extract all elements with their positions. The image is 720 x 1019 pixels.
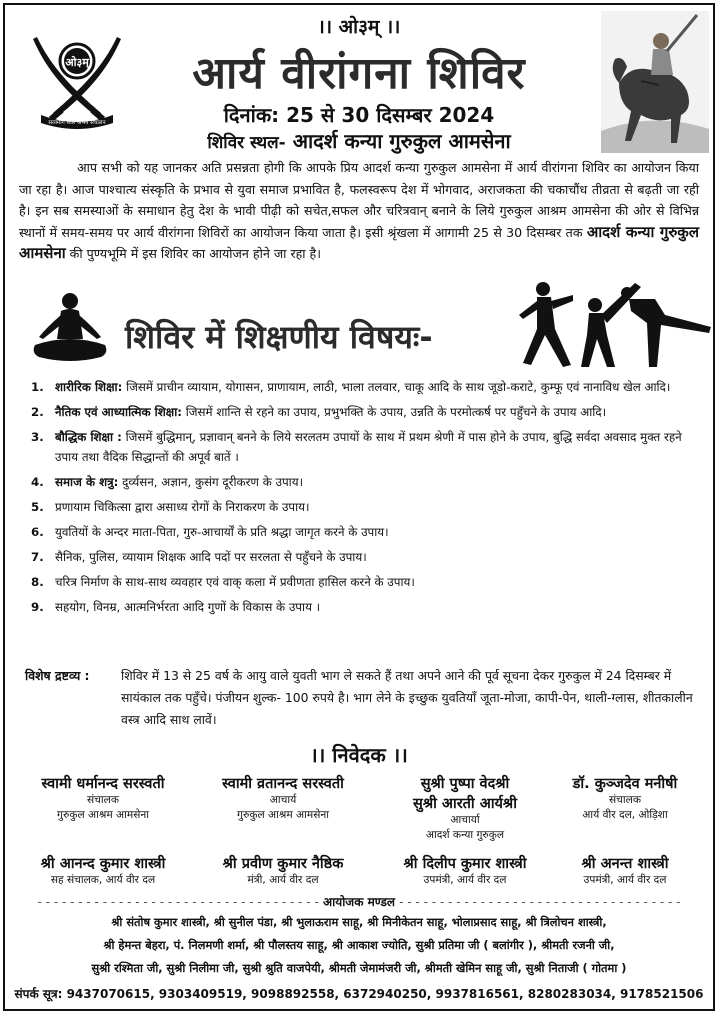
contact-numbers: 9437070615, 9303409519, 9098892558, 6372940250, 9937816561, 8280283034, 9178521506: [66, 987, 704, 1001]
members-line: सुश्री रश्मिता जी, सुश्री निलीमा जी, सुश्री श्रुति वाजपेयी, श्रीमती जेमामंजरी जी, श्रीमती खेमिन साहू जी, सुश्री निताजी ( गोतमा ): [91, 961, 627, 975]
petitioner: [537, 853, 713, 888]
organizing-committee-title: - - - - - - - - - - - - - - - - - - - - - - - - - - - - - - - - - - - आयोजक मण्डल - - - - - - - - - - - - - - - - - - - - - - - - - - - - - - - - - - -: [37, 895, 681, 909]
subject-item: 9. सहयोग, विनम्र, आत्मनिर्भरता आदि गुणों के विकास के उपाय ।: [31, 600, 321, 614]
poster-title: आर्य वीरांगना शिविर: [192, 48, 526, 99]
petitioner: [15, 853, 191, 888]
petitioner-role: उपमंत्री, आर्य वीर दल: [583, 874, 667, 886]
subject-text: सहयोग, विनम्र, आत्मनिर्भरता आदि गुणों के विकास के उपाय ।: [55, 600, 321, 614]
special-note: [25, 665, 697, 731]
petitioner-name: स्वामी धर्मानन्द सरस्वती: [41, 776, 165, 792]
petitioner-role: उपमंत्री, आर्य वीर दल: [423, 874, 507, 886]
subject-title: बौद्धिक शिक्षा :: [55, 430, 122, 444]
subject-text: जिसमें प्राचीन व्यायाम, योगासन, प्राणायाम, लाठी, भाला तलवार, चाकू आदि के साथ जूडो-कराटे, कुम्फू एवं नानाविध खेल आदि।: [126, 380, 671, 394]
venue-label: शिविर स्थल-: [207, 133, 286, 153]
petitioner: [15, 773, 191, 823]
subjects-heading: शिविर में शिक्षणीय विषयः-: [125, 318, 433, 356]
subject-text: प्रणायाम चिकित्सा द्वारा असाध्य रोगों के निराकरण के उपाय।: [55, 500, 310, 514]
yoga-meditation-figure: [25, 289, 115, 369]
petitioner: [195, 773, 371, 823]
petitioner-name: श्री अनन्त शास्त्री: [581, 856, 669, 872]
petitioner-role: आचार्या: [450, 814, 480, 826]
venue-name: आदर्श कन्या गुरुकुल आमसेना: [292, 129, 511, 153]
subject-item: 7. सैनिक, पुलिस, व्यायाम शिक्षक आदि पदों पर सरलता से पहुँचने के उपाय।: [31, 550, 367, 564]
intro-paragraph: [19, 157, 699, 265]
subject-title: शारीरिक शिक्षा:: [55, 380, 123, 394]
subject-text: सैनिक, पुलिस, व्यायाम शिक्षक आदि पदों पर सरलता से पहुँचने के उपाय।: [55, 550, 367, 564]
nivedak-title: ।। निवेदक ।।: [310, 743, 408, 767]
petitioner-name: स्वामी व्रतानन्द सरस्वती: [222, 776, 344, 792]
petitioner: [537, 773, 713, 823]
martial-arts-figures: [515, 275, 715, 371]
subject-item: 6. युवतियों के अन्दर माता-पिता, गुरु-आचार्यों के प्रति श्रद्धा जागृत करने के उपाय।: [31, 525, 389, 539]
camp-dates: दिनांक: 25 से 30 दिसम्बर 2024: [223, 103, 495, 127]
svg-text:सत्यमार्ग शील अभय संचालन: सत्यमार्ग शील अभय संचालन: [48, 120, 106, 126]
petitioner: [195, 853, 371, 888]
petitioner-org: आदर्श कन्या गुरुकुल: [425, 829, 505, 841]
contact-label: संपर्क सूत्र:: [14, 987, 63, 1001]
petitioner-org: गुरुकुल आश्रम आमसेना: [57, 809, 149, 821]
subject-text: चरित्र निर्माण के साथ-साथ व्यवहार एवं वाक् कला में प्रवीणता हासिल करने के उपाय।: [55, 575, 415, 589]
petitioner-name: श्री दिलीप कुमार शास्त्री: [403, 856, 527, 872]
subject-text: जिसमें शान्ति से रहने का उपाय, प्रभुभक्ति के उपाय, उन्नति के परमोत्कर्ष पर पहुँचने के उपाय आदि।: [185, 405, 607, 419]
petitioner-role: आचार्य: [269, 794, 297, 806]
subject-item: 8. चरित्र निर्माण के साथ-साथ व्यवहार एवं वाक् कला में प्रवीणता हासिल करने के उपाय।: [31, 575, 415, 589]
poster: [3, 3, 715, 1011]
subject-item: 5. प्रणायाम चिकित्सा द्वारा असाध्य रोगों के निराकरण के उपाय।: [31, 500, 310, 514]
subjects-list: [27, 377, 695, 622]
petitioner-role: संचालक: [609, 794, 641, 806]
petitioner-org: गुरुकुल आश्रम आमसेना: [237, 809, 329, 821]
subject-item: 1. शारीरिक शिक्षा: जिसमें प्राचीन व्यायाम, योगासन, प्राणायाम, लाठी, भाला तलवार, चाकू आदि के साथ जूडो-कराटे, कुम्फू एवं नानाविध खेल आदि।: [31, 380, 671, 394]
petitioner-org: आर्य वीर दल, ओड़िशा: [582, 809, 668, 821]
petitioner: [377, 853, 553, 888]
subject-text: दुर्व्यसन, अज्ञान, कुसंग दूरीकरण के उपाय।: [122, 475, 304, 489]
camp-venue: [5, 127, 713, 154]
subject-item: 3. बौद्धिक शिक्षा : जिसमें बुद्धिमान्, प्रज्ञावान् बनने के लिये सरलतम उपायों के साथ में प्रथम श्रेणी में पास होने के उपाय, बुद्धि सर्वदा अवसाद मुक्त रहने उपाय तथा वैदिक सिद्धान्तों की अपूर्व बातें ।: [31, 430, 682, 464]
petitioner-name: डॉ. कुञ्जदेव मनीषी: [572, 776, 678, 792]
petitioner-name-2: सुश्री आरती आर्यश्री: [413, 796, 517, 812]
petitioner-role: संचालक: [87, 794, 119, 806]
organizing-committee-label: आयोजक मण्डल: [322, 895, 396, 909]
subject-title: नैतिक एवं आध्यात्मिक शिक्षा:: [55, 405, 182, 419]
contact-info: [5, 985, 713, 1002]
members-line: श्री संतोष कुमार शास्त्री, श्री सुनील पंडा, श्री भुलाऊराम साहू, श्री मिनीकेतन साहू, भोलाप्रसाद साहू, श्री त्रिलोचन शास्त्री,: [111, 915, 607, 929]
intro-emphasis: आदर्श कन्या गुरुकुल आमसेना: [19, 222, 699, 262]
svg-text:ओ३म्: ओ३म्: [65, 56, 89, 69]
special-note-label: विशेष द्रष्टव्य :: [25, 668, 90, 683]
members-line: श्री हेमन्त बेहरा, पं. निलमणी शर्मा, श्री पौलस्तय साहू, श्री आकाश ज्योति, सुश्री प्रतिमा जी ( बलांगीर ), श्रीमती रजनी जी,: [103, 938, 615, 952]
subject-item: 2. नैतिक एवं आध्यात्मिक शिक्षा: जिसमें शान्ति से रहने का उपाय, प्रभुभक्ति के उपाय, उन्नति के परमोत्कर्ष पर पहुँचने के उपाय आदि।: [31, 405, 607, 419]
petitioner-name: श्री आनन्द कुमार शास्त्री: [40, 856, 166, 872]
intro-text-2: की पुण्यभूमि में इस शिविर का आयोजन होने जा रहा है।: [69, 246, 322, 261]
subject-text: जिसमें बुद्धिमान्, प्रज्ञावान् बनने के लिये सरलतम उपायों के साथ में प्रथम श्रेणी में पास होने के उपाय, बुद्धि सर्वदा अवसाद मुक्त रहने उपाय तथा वैदिक सिद्धान्तों की अपूर्व बातें ।: [55, 430, 682, 464]
petitioner-name: सुश्री पुष्पा वेदश्री: [420, 776, 510, 792]
petitioner-role: मंत्री, आर्य वीर दल: [247, 874, 319, 886]
petitioner: [377, 773, 553, 843]
petitioner-name: श्री प्रवीण कुमार नैष्ठिक: [222, 856, 344, 872]
special-note-text: शिविर में 13 से 25 वर्ष के आयु वाले युवती भाग ले सकते हैं तथा अपने आने की पूर्व सूचना देकर गुरुकुल में 24 दिसम्बर में सायंकाल तक पहुँचे। पंजीयन शुल्क- 100 रुपये है। भाग लेने के इच्छुक युवतियाँ जूता-मोजा, कापी-पेन, थाली-ग्लास, शीतकालीन वस्त्र आदि साथ लावें।: [121, 668, 693, 727]
om-invocation: ।। ओ३म् ।।: [317, 16, 401, 38]
petitioner-role: सह संचालक, आर्य वीर दल: [50, 874, 156, 886]
subject-item: 4. समाज के शत्रु: दुर्व्यसन, अज्ञान, कुसंग दूरीकरण के उपाय।: [31, 475, 304, 489]
subject-title: समाज के शत्रु:: [55, 475, 119, 489]
subject-text: युवतियों के अन्दर माता-पिता, गुरु-आचार्यों के प्रति श्रद्धा जागृत करने के उपाय।: [55, 525, 389, 539]
intro-text-1: आप सभी को यह जानकर अति प्रसन्नता होगी कि आपके प्रिय आदर्श कन्या गुरुकुल आमसेना में आर्य वीरांगना शिविर का आयोजन किया जा रहा है। आज पाश्चात्य संस्कृति के प्रभाव से युवा समाज प्रभावित है, फलस्वरूप देश में भोगवाद, अराजकता की चकाचौंध तीव्रता से बढ़ती जा रही है। इन सब समस्याओं के समाधान हेतु देश के भावी पीढ़ी को सचेत,सफल और चरित्रवान् बनाने के लिये गुरुकुल आश्रम आमसेना की ओर से विभिन्न स्थानों में समय-समय पर आर्य वीरांगना शिविरों का आयोजन किया जाता है। इसी श्रृंखला में आगामी 25 से 30 दिसम्बर तक: [19, 160, 699, 240]
organizing-committee-members: [17, 911, 701, 980]
